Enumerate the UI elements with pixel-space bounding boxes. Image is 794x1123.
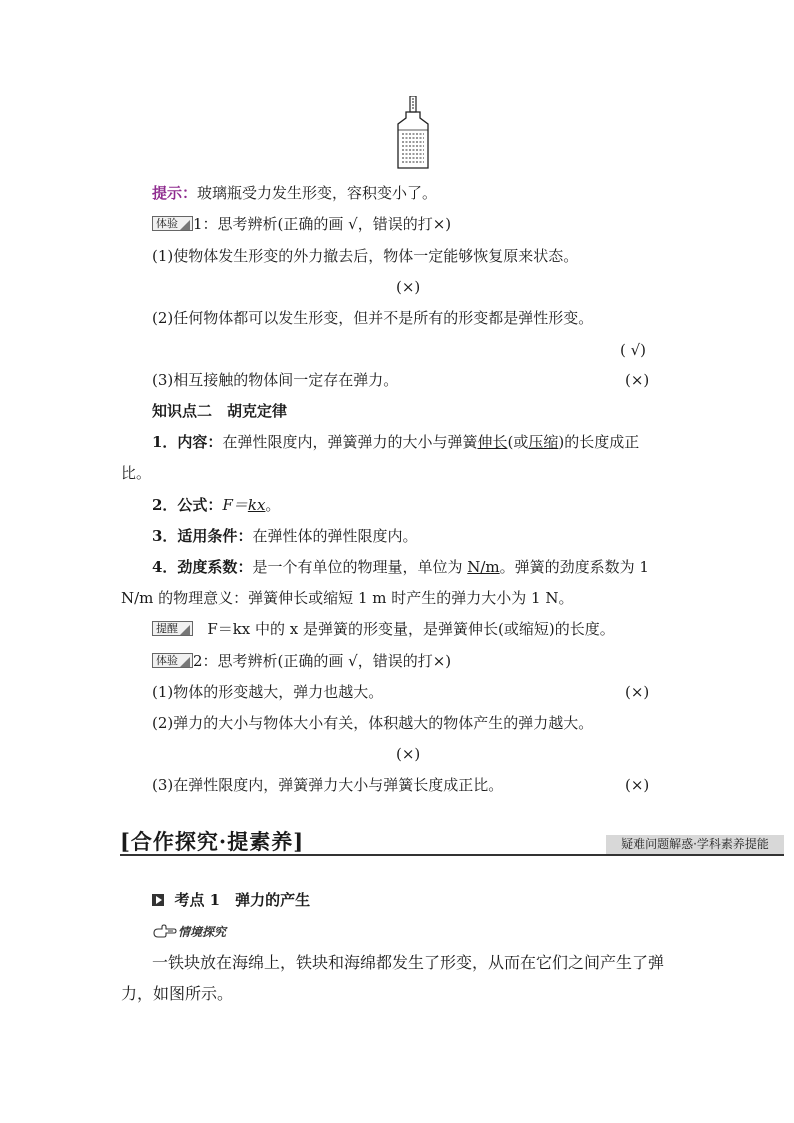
kp2-p1-blank-extend: 伸长: [477, 433, 508, 451]
exp1-title: 1：思考辨析(正确的画 √，错误的打×): [193, 215, 452, 233]
topic-line: [0, 888, 794, 912]
kp2-p4-line2: N/m 的物理意义：弹簧伸长或缩短 1 m 时产生的弹力大小为 1 N。: [121, 589, 574, 607]
topic-para-line2: [0, 982, 794, 1006]
kp2-p4-text-a: 是一个有单位的物理量，单位为: [252, 558, 463, 576]
exp2-item-3-text: (3)在弹性限度内，弹簧弹力大小与弹簧长度成正比。: [152, 776, 504, 794]
exp2-item-3-answer: (×): [625, 776, 650, 794]
topic-label: 考点 1 弹力的产生: [174, 891, 311, 909]
topic-para-1: 一铁块放在海绵上，铁块和海绵都发生了形变，从而在它们之间产生了弹: [152, 953, 665, 972]
exp1-item-1-answer: (×): [396, 278, 421, 296]
exp1-item-3-text: (3)相互接触的物体间一定存在弹力。: [152, 371, 399, 389]
kp2-p4: [0, 555, 794, 579]
kp2-p1-label: 1．内容：: [152, 433, 223, 451]
scene-line: [0, 919, 794, 943]
kp2-p1-text-c: )的长度成正: [558, 433, 640, 451]
hint-label: 提示：: [152, 184, 198, 202]
kp2-p3: [0, 524, 794, 548]
exp1-item-1-text: (1)使物体发生形变的外力撤去后，物体一定能够恢复原来状态。: [152, 247, 579, 265]
exp1-item-2-text: (2)任何物体都可以发生形变，但并不是所有的形变都是弹性形变。: [152, 309, 594, 327]
kp2-p2-formula-a: F＝: [222, 496, 248, 514]
kp2-p1-text-b: (或: [507, 433, 529, 451]
topic-para-line1: [0, 951, 794, 975]
remind-text: F＝kx 中的 x 是弹簧的形变量，是弹簧伸长(或缩短)的长度。: [207, 620, 615, 638]
exp1-item-3-answer: (×): [625, 371, 650, 389]
section-badge: 疑难问题解惑·学科素养提能: [606, 835, 784, 854]
kp2-p2-formula-blank: kx: [247, 496, 266, 514]
kp2-p3-label: 3．适用条件：: [152, 527, 253, 545]
kp2-p2-end: 。: [265, 496, 281, 514]
exp1-item-2-answer: ( √): [620, 341, 647, 359]
exp1-item-3: [0, 368, 794, 392]
exp2-title: 2：思考辨析(正确的画 √，错误的打×): [193, 652, 452, 670]
hint-line: [0, 181, 794, 205]
exp1-item-1-answer-line: [0, 275, 794, 299]
glass-bottle-illustration: [392, 96, 434, 172]
exp2-item-2: [0, 711, 794, 735]
exp2-item-1-text: (1)物体的形变越大，弹力也越大。: [152, 683, 384, 701]
kp2-remind: [0, 617, 794, 641]
section-divider: [120, 854, 784, 856]
kp2-heading-line: [0, 399, 794, 423]
kp2-p1-cont: [0, 461, 794, 485]
kp2-p4-cont: [0, 586, 794, 610]
exp1-item-2-answer-line: [0, 338, 794, 362]
kp2-p4-text-b: 。弹簧的劲度系数为 1: [499, 558, 649, 576]
kp2-p1-end: 比。: [121, 464, 152, 482]
exp2-item-1-answer: (×): [625, 683, 650, 701]
kp2-p2-label: 2．公式：: [152, 496, 223, 514]
hand-pointer-icon: [152, 924, 178, 938]
exp2-item-2-answer: (×): [396, 745, 421, 763]
exp2-item-1: [0, 680, 794, 704]
exp2-tag: 体验: [152, 653, 193, 668]
kp2-heading: 知识点二 胡克定律: [152, 402, 288, 420]
kp2-p4-blank-unit: N/m: [467, 558, 500, 576]
exp2-item-3: [0, 773, 794, 797]
exp2-item-2-answer-line: [0, 742, 794, 766]
scene-label: 情境探究: [178, 925, 227, 939]
exp2-title-line: [0, 649, 794, 673]
topic-para-2: 力，如图所示。: [121, 984, 234, 1003]
kp2-p1: [0, 430, 794, 454]
section-title: [合作探究·提素养]: [120, 829, 305, 854]
kp2-p1-blank-compress: 压缩: [528, 433, 559, 451]
kp2-p4-label: 4．劲度系数：: [152, 558, 253, 576]
hint-text: 玻璃瓶受力发生形变，容积变小了。: [197, 184, 438, 202]
kp2-p2: [0, 493, 794, 517]
remind-tag: 提醒: [152, 621, 193, 636]
exp1-title-line: [0, 212, 794, 236]
exp1-tag: 体验: [152, 216, 193, 231]
exp2-item-2-text: (2)弹力的大小与物体大小有关，体积越大的物体产生的弹力越大。: [152, 714, 594, 732]
exp1-item-2: [0, 306, 794, 330]
kp2-p1-text-a: 在弹性限度内，弹簧弹力的大小与弹簧: [222, 433, 478, 451]
exp1-item-1: [0, 244, 794, 268]
play-icon: [152, 894, 164, 906]
kp2-p3-text: 在弹性体的弹性限度内。: [252, 527, 418, 545]
